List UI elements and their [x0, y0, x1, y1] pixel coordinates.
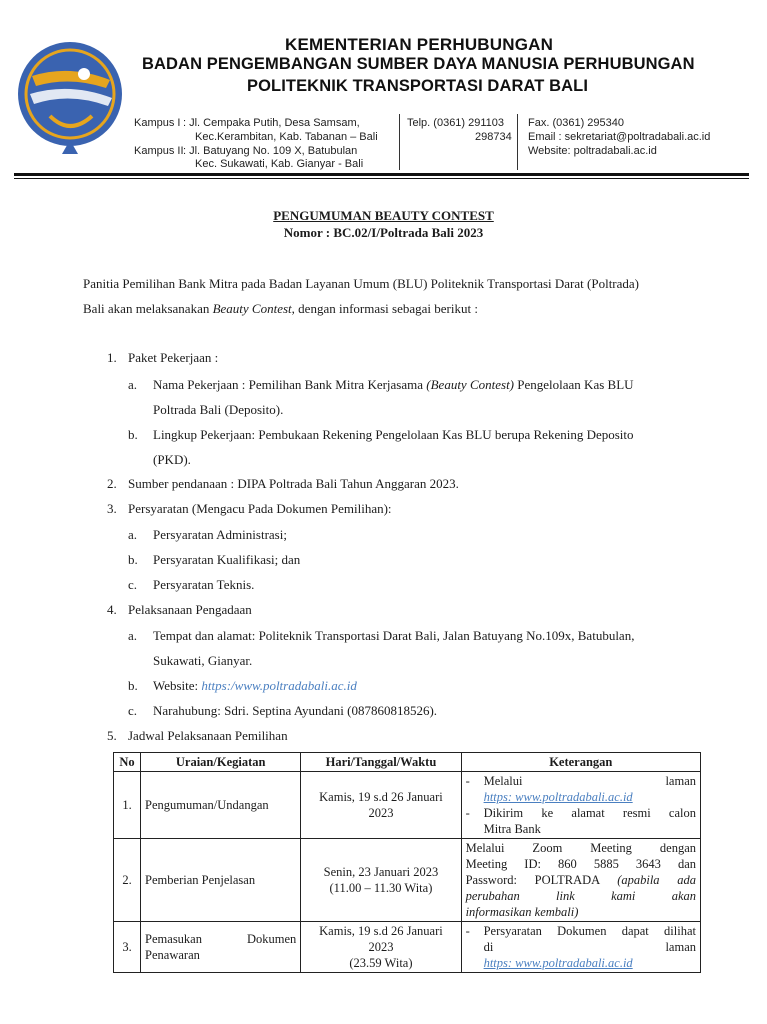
institution-name: POLITEKNIK TRANSPORTASI DARAT BALI: [247, 77, 589, 95]
subitem-text: Persyaratan Teknis.: [153, 577, 255, 592]
subitem-text: Narahubung: Sdri. Septina Ayundani (087860818526).: [153, 703, 438, 718]
row-activity: Pemberian Penjelasan: [141, 839, 301, 922]
item-number: 5.: [107, 728, 117, 743]
row-activity: Pemasukan Dokumen Penawaran: [141, 922, 301, 973]
kampus1-label: Kampus I: [134, 117, 181, 129]
subitem-letter: c.: [128, 577, 138, 592]
table-row: [114, 772, 701, 839]
subitem-text: Website: https:/www.poltradabali.ac.id: [153, 678, 357, 693]
subitem-text: Lingkup Pekerjaan: Pembukaan Rekening Pengelolaan Kas BLU berupa Rekening Deposito: [153, 427, 634, 442]
row-number: 3.: [114, 922, 141, 973]
item-title: Persyaratan (Mengacu Pada Dokumen Pemilihan):: [128, 501, 392, 516]
item-number: 1.: [107, 350, 117, 365]
row-notes: - Melalui laman https: www.poltradabali.ac.id - Dikirim ke alamat resmi calon Mitra Bank: [461, 772, 700, 839]
header-rule-thin: [14, 178, 749, 179]
row-number: 1.: [114, 772, 141, 839]
subitem-letter: b.: [128, 678, 138, 693]
subitem-text: (PKD).: [153, 452, 191, 467]
subitem-letter: b.: [128, 552, 138, 567]
website-link[interactable]: https: www.poltradabali.ac.id: [483, 956, 633, 970]
intro-line2: Bali akan melaksanakan Beauty Contest, dengan informasi sebagai berikut :: [83, 301, 478, 316]
table-row: [114, 839, 701, 922]
table-header: Uraian/Kegiatan: [141, 753, 301, 772]
subitem-letter: a.: [128, 527, 138, 542]
subitem-text: Tempat dan alamat: Politeknik Transportasi Darat Bali, Jalan Batuyang No.109x, Batubulan,: [153, 628, 635, 643]
item-number: 4.: [107, 602, 117, 617]
row-notes: Melalui Zoom Meeting dengan Meeting ID: 860 5885 3643 dan Password: POLTRADA (apabila ada perubahan link kami akan informasikan kembali): [461, 839, 700, 922]
agency-name: BADAN PENGEMBANGAN SUMBER DAYA MANUSIA PERHUBUNGAN: [142, 55, 695, 73]
row-number: 2.: [114, 839, 141, 922]
row-schedule: Senin, 23 Januari 2023 (11.00 – 11.30 Wita): [301, 839, 461, 922]
kampus1-line1: : Jl. Cempaka Putih, Desa Samsam,: [183, 117, 360, 129]
table-header-row: [114, 753, 701, 772]
subitem-text: Sukawati, Gianyar.: [153, 653, 253, 668]
kampus2-line1: : Jl. Batuyang No. 109 X, Batubulan: [183, 145, 358, 157]
row-schedule: Kamis, 19 s.d 26 Januari 2023: [301, 772, 461, 839]
website-link[interactable]: https: www.poltradabali.ac.id: [483, 790, 633, 804]
subitem-text: Nama Pekerjaan : Pemilihan Bank Mitra Kerjasama (Beauty Contest) Pengelolaan Kas BLU: [153, 377, 634, 392]
subitem-text: Poltrada Bali (Deposito).: [153, 402, 284, 417]
subitem-text: Persyaratan Kualifikasi; dan: [153, 552, 301, 567]
kampus1-line2: Kec.Kerambitan, Kab. Tabanan – Bali: [195, 131, 378, 143]
row-activity: Pengumuman/Undangan: [141, 772, 301, 839]
email: Email : sekretariat@poltradabali.ac.id: [528, 131, 711, 143]
item-title: Paket Pekerjaan :: [128, 350, 219, 365]
announcement-title: PENGUMUMAN BEAUTY CONTEST: [273, 208, 494, 223]
website-link[interactable]: https:/www.poltradabali.ac.id: [201, 678, 357, 693]
telp-line2: 298734: [475, 131, 512, 143]
divider: [399, 114, 400, 170]
website: Website: poltradabali.ac.id: [528, 145, 657, 157]
ministry-name: KEMENTERIAN PERHUBUNGAN: [285, 35, 554, 54]
table-header: Hari/Tanggal/Waktu: [301, 753, 461, 772]
subitem-letter: a.: [128, 628, 138, 643]
row-notes: - Persyaratan Dokumen dapat dilihat di laman https: www.poltradabali.ac.id: [461, 922, 700, 973]
header-rule: [14, 173, 749, 176]
subitem-letter: b.: [128, 427, 138, 442]
item-title: Pelaksanaan Pengadaan: [128, 602, 252, 617]
telp-line1: Telp. (0361) 291103: [407, 117, 505, 129]
item-number: 3.: [107, 501, 117, 516]
fax: Fax. (0361) 295340: [528, 117, 625, 129]
kampus2-line2: Kec. Sukawati, Kab. Gianyar - Bali: [195, 158, 364, 170]
item-title: Sumber pendanaan : DIPA Poltrada Bali Tahun Anggaran 2023.: [128, 476, 459, 491]
poltrada-logo-icon: [14, 36, 126, 156]
subitem-letter: a.: [128, 377, 138, 392]
table-row: [114, 922, 701, 973]
row-schedule: Kamis, 19 s.d 26 Januari 2023 (23.59 Wita): [301, 922, 461, 973]
table-header: Keterangan: [461, 753, 700, 772]
kampus2-label: Kampus II: [134, 145, 184, 157]
divider: [517, 114, 518, 170]
schedule-table: [113, 752, 701, 973]
subitem-text: Persyaratan Administrasi;: [153, 527, 287, 542]
item-number: 2.: [107, 476, 117, 491]
table-header: No: [114, 753, 141, 772]
item-title: Jadwal Pelaksanaan Pemilihan: [128, 728, 288, 743]
subitem-letter: c.: [128, 703, 138, 718]
announcement-number: Nomor : BC.02/I/Poltrada Bali 2023: [283, 225, 484, 240]
intro-line1: Panitia Pemilihan Bank Mitra pada Badan Layanan Umum (BLU) Politeknik Transportasi Darat (Poltrada): [83, 276, 640, 291]
